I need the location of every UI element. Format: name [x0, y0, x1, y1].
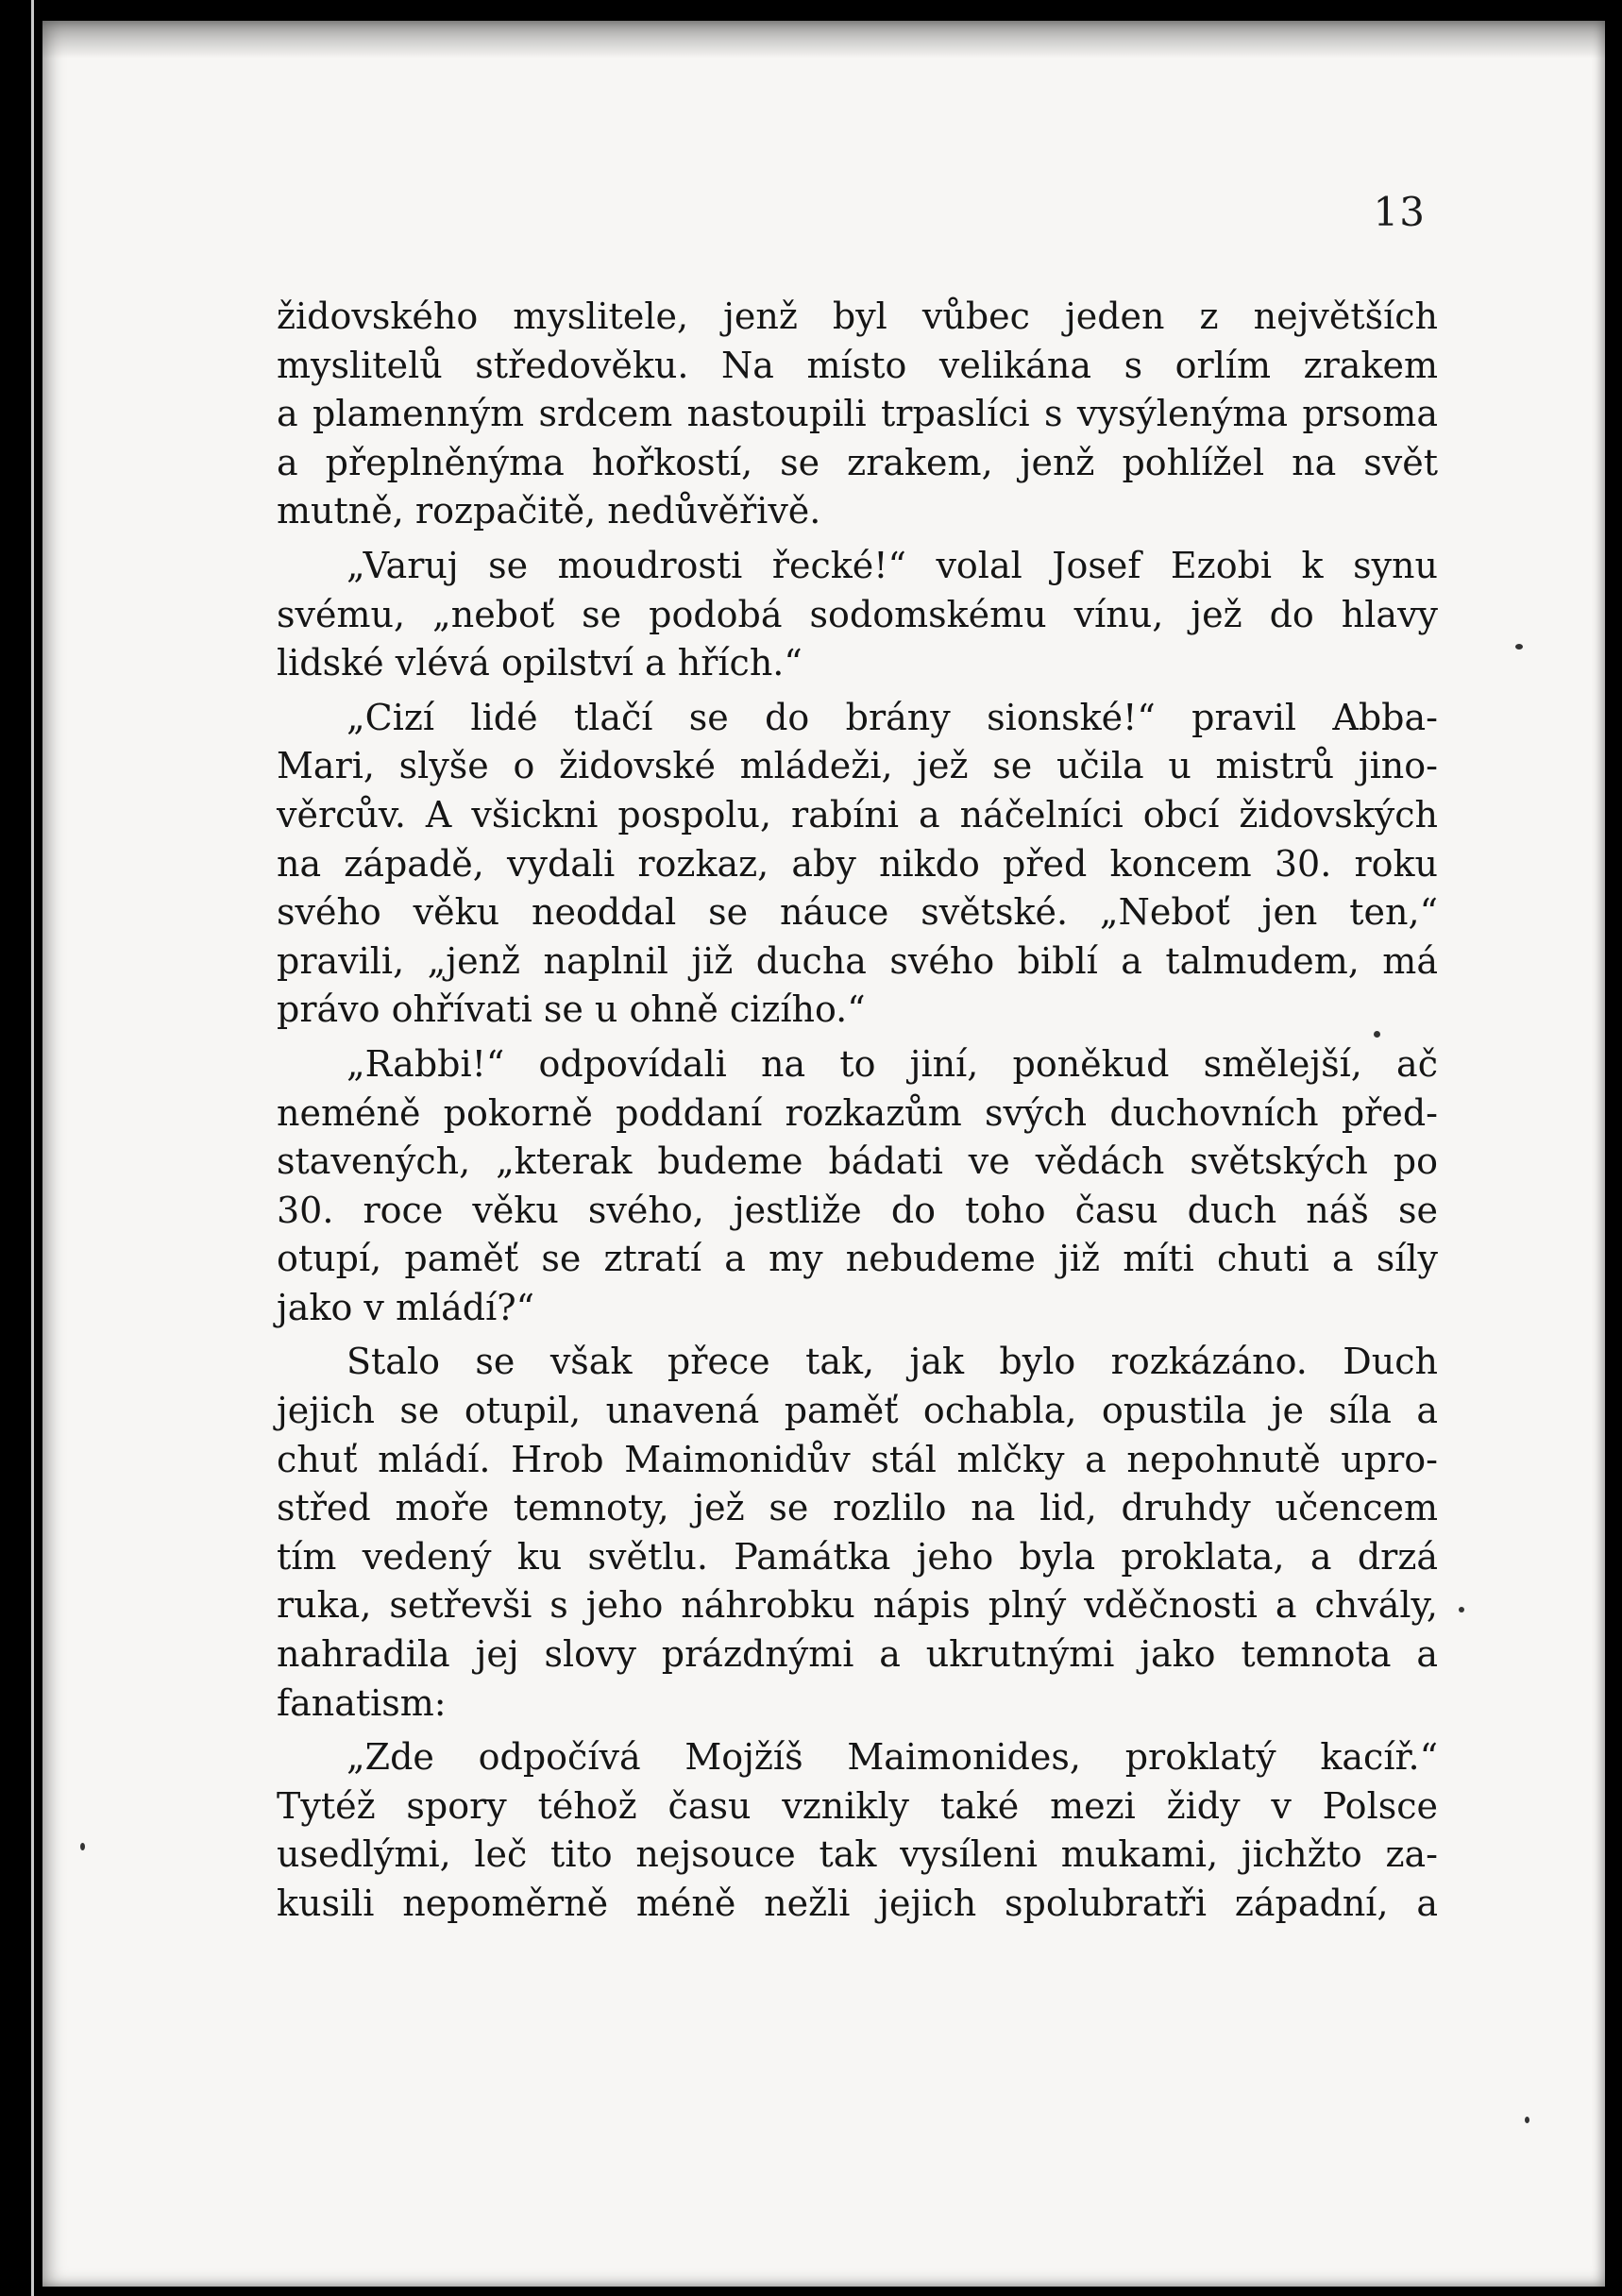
text-line: „Cizí lidé tlačí se do brány sionské!“ pravil Abba- — [346, 696, 1438, 738]
scan-speck — [1374, 1031, 1380, 1038]
text-line: „Varuj se moudrosti řecké!“ volal Josef Ezobi k synu — [346, 544, 1438, 586]
text-line: pravili, „jenž naplnil již ducha svého biblí a talmudem, má — [277, 939, 1438, 982]
page-number: 13 — [1373, 189, 1426, 235]
text-line: židovského myslitele, jenž byl vůbec jeden z největších — [277, 295, 1438, 337]
text-line: Stalo se však přece tak, jak bylo rozkázáno. Duch — [346, 1341, 1438, 1383]
scan-speck — [1525, 2117, 1529, 2123]
text-line: střed moře temnoty, jež se rozlilo na lid, druhdy učencem — [277, 1487, 1438, 1529]
paragraph — [277, 1040, 1438, 1333]
scan-edge-line — [31, 0, 34, 2296]
paragraph — [277, 293, 1438, 536]
text-line: věrcův. A všickni pospolu, rabíni a náčelníci obcí židovských — [277, 793, 1438, 836]
scan-speck — [80, 1843, 85, 1850]
text-line: a plamenným srdcem nastoupili trpaslíci s vysýlenýma prsoma — [277, 393, 1438, 435]
text-line: ruka, setřevši s jeho náhrobku nápis plný vděčnosti a chvály, — [277, 1584, 1438, 1627]
scan-speck — [1459, 1607, 1464, 1612]
paragraph — [277, 542, 1438, 688]
text-line: fanatism: — [277, 1681, 447, 1724]
paragraph — [277, 1733, 1438, 1928]
paragraph — [277, 1338, 1438, 1728]
text-line: jejich se otupil, unavená paměť ochabla, opustila je síla a — [277, 1390, 1438, 1432]
text-line: Mari, slyše o židovské mládeži, jež se učila u mistrů jino- — [277, 745, 1438, 787]
text-line: myslitelů středověku. Na místo velikána s orlím zrakem — [277, 344, 1438, 386]
text-line: stavených, „kterak budeme bádati ve vědách světských po — [277, 1140, 1438, 1183]
text-line: Tytéž spory téhož času vznikly také mezi židy v Polsce — [277, 1784, 1438, 1827]
text-line: svého věku neoddal se náuce světské. „Neboť jen ten,“ — [277, 891, 1438, 934]
text-line: usedlými, leč tito nejsouce tak vysíleni mukami, jichžto za- — [277, 1833, 1438, 1876]
text-line: neméně pokorně poddaní rozkazům svých duchovních před- — [277, 1091, 1438, 1134]
text-line: „Rabbi!“ odpovídali na to jiní, poněkud smělejší, ač — [346, 1042, 1438, 1085]
text-line: svému, „neboť se podobá sodomskému vínu, jež do hlavy — [277, 593, 1438, 635]
text-line: mutně, rozpačitě, nedůvěřivě. — [277, 490, 821, 532]
text-line: „Zde odpočívá Mojžíš Maimonides, proklatý kacíř.“ — [346, 1736, 1438, 1779]
text-line: lidské vlévá opilství a hřích.“ — [277, 642, 803, 684]
text-line: kusili nepoměrně méně nežli jejich spolubratři západní, a — [277, 1882, 1438, 1924]
text-line: právo ohřívati se u ohně cizího.“ — [277, 988, 866, 1031]
book-page — [42, 21, 1605, 2287]
body-text — [277, 293, 1438, 1929]
scan-speck — [1515, 644, 1523, 650]
text-line: 30. roce věku svého, jestliže do toho času duch náš se — [277, 1189, 1438, 1231]
text-line: tím vedený ku světlu. Památka jeho byla proklata, a drzá — [277, 1535, 1438, 1578]
text-line: na západě, vydali rozkaz, aby nikdo před koncem 30. roku — [277, 842, 1438, 885]
text-line: a přeplněnýma hořkostí, se zrakem, jenž pohlížel na svět — [277, 441, 1438, 483]
text-line: nahradila jej slovy prázdnými a ukrutnými jako temnota a — [277, 1633, 1438, 1676]
text-line: chuť mládí. Hrob Maimonidův stál mlčky a nepohnutě upro- — [277, 1438, 1438, 1480]
page-top-shadow — [42, 21, 1605, 59]
text-line: jako v mládí?“ — [277, 1286, 535, 1328]
paragraph — [277, 694, 1438, 1035]
text-line: otupí, paměť se ztratí a my nebudeme již míti chuti a síly — [277, 1238, 1438, 1280]
